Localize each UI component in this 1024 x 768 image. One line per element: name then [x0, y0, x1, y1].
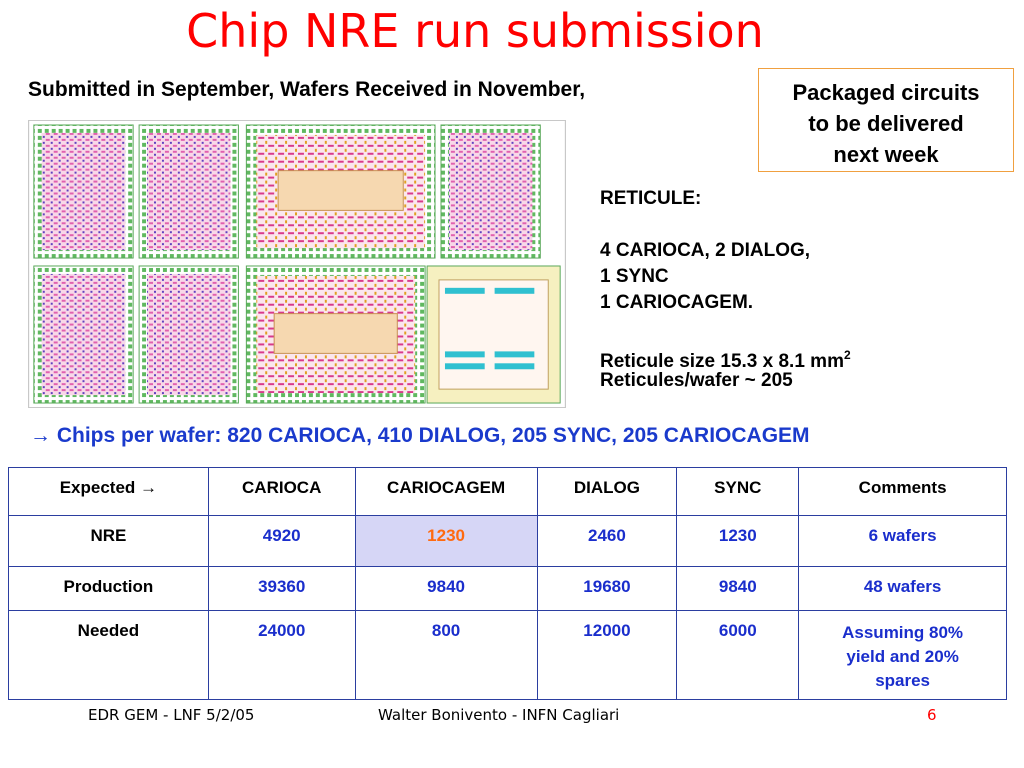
header-comments: Comments	[799, 468, 1007, 516]
row-label: NRE	[9, 516, 209, 567]
callout-line: next week	[833, 142, 939, 167]
cell-carioca: 24000	[208, 611, 355, 700]
header-sync: SYNC	[677, 468, 799, 516]
arrow-right-icon: →	[140, 478, 158, 497]
comment-line: Assuming 80%	[842, 623, 964, 642]
row-label: Production	[9, 567, 209, 611]
reticule-layout-image	[28, 120, 566, 408]
reticule-size-exponent: 2	[843, 348, 851, 362]
comment-line: spares	[875, 671, 931, 690]
cell-sync: 9840	[677, 567, 799, 611]
chips-per-wafer	[30, 424, 810, 448]
cell-carioca: 4920	[208, 516, 355, 567]
carioca-die	[34, 125, 133, 258]
carioca-die	[139, 125, 238, 258]
reticule-line: RETICULE:	[600, 188, 702, 209]
arrow-right-icon: →	[30, 424, 51, 447]
footer-page-number: 6	[927, 706, 937, 724]
chips-per-wafer-text: Chips per wafer: 820 CARIOCA, 410 DIALOG, 205 SYNC, 205 CARIOCAGEM	[56, 424, 810, 447]
carioca-die	[139, 266, 238, 403]
slide-title: Chip NRE run submission	[186, 4, 764, 58]
reticule-info	[600, 186, 851, 394]
expected-chips-table	[8, 467, 1007, 700]
cell-dialog: 2460	[537, 516, 677, 567]
header-cariocagem: CARIOCAGEM	[355, 468, 537, 516]
table-row	[9, 516, 1007, 567]
header-carioca: CARIOCA	[208, 468, 355, 516]
footer-event: EDR GEM - LNF 5/2/05	[88, 706, 255, 724]
dialog-die	[246, 125, 435, 258]
cell-carioca: 39360	[208, 567, 355, 611]
comment-line: yield and 20%	[846, 647, 959, 666]
table-row	[9, 567, 1007, 611]
reticule-line: 1 SYNC	[600, 266, 669, 287]
cell-comments: 6 wafers	[799, 516, 1007, 567]
slide-subtitle: Submitted in September, Wafers Received in November,	[28, 78, 586, 101]
carioca-die	[441, 125, 540, 258]
reticule-line	[600, 316, 851, 342]
cell-comments	[799, 611, 1007, 700]
footer-author: Walter Bonivento - INFN Cagliari	[378, 706, 620, 724]
reticule-line	[600, 212, 851, 238]
cell-sync: 6000	[677, 611, 799, 700]
callout-line: to be delivered	[808, 111, 964, 136]
reticule-size-line	[600, 342, 851, 372]
cell-comments: 48 wafers	[799, 567, 1007, 611]
cell-cariocagem: 9840	[355, 567, 537, 611]
dialog-die	[246, 266, 425, 403]
delivery-callout	[758, 68, 1014, 172]
cell-dialog: 12000	[537, 611, 677, 700]
header-expected	[9, 468, 209, 516]
reticule-line: 4 CARIOCA, 2 DIALOG,	[600, 240, 811, 261]
carioca-die	[34, 266, 133, 403]
header-dialog: DIALOG	[537, 468, 677, 516]
cell-dialog: 19680	[537, 567, 677, 611]
reticule-line: Reticules/wafer ~ 205	[600, 370, 793, 391]
row-label: Needed	[9, 611, 209, 700]
callout-line: Packaged circuits	[792, 80, 980, 105]
cell-sync: 1230	[677, 516, 799, 567]
table-row	[9, 611, 1007, 700]
table-header-row	[9, 468, 1007, 516]
reticule-size-text: Reticule size 15.3 x 8.1 mm	[600, 351, 844, 372]
reticule-line: 1 CARIOCAGEM.	[600, 292, 754, 313]
header-expected-label: Expected	[59, 478, 136, 497]
sync-cariocagem-die	[427, 266, 560, 403]
cell-cariocagem-highlighted: 1230	[355, 516, 537, 567]
cell-cariocagem: 800	[355, 611, 537, 700]
